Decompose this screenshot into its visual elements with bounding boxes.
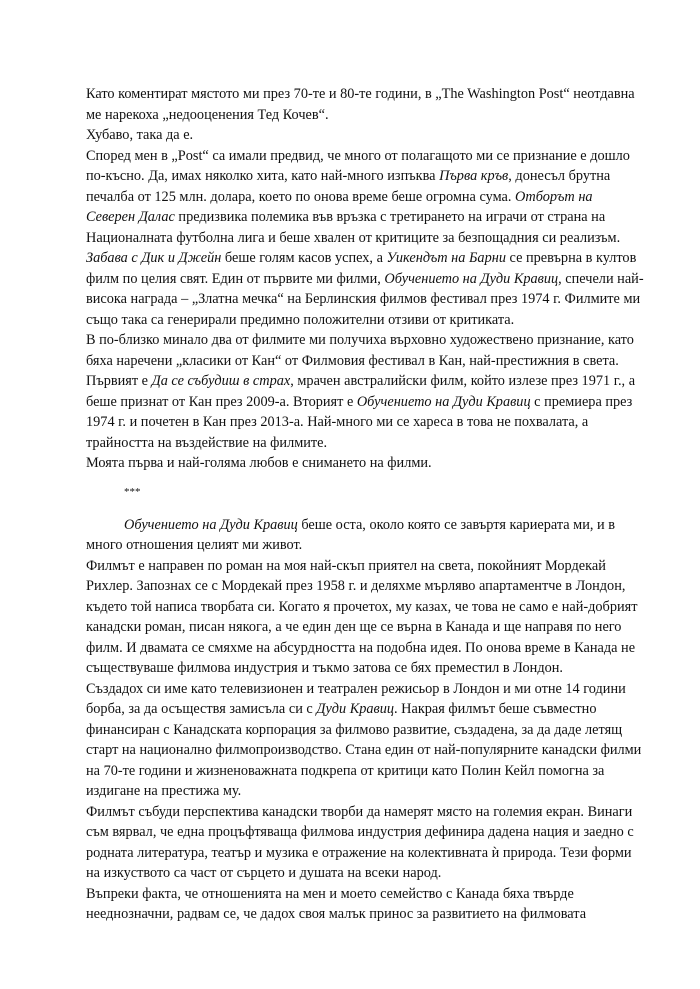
film-title: Обучението на Дуди Кравиц bbox=[356, 393, 531, 410]
text-run: Филмът събуди перспектива канадски творби да намерят място на големия екран. Винаги съм вярвал, че една процъфтяваща филмова индустрия дефинира дадена нация и заедно с родната литература, театър и музика е отражение на колективната ѝ природа. Тези форми на изкуството са част от сърцето и душата на всеки народ. bbox=[86, 803, 634, 881]
text-run: Филмът е направен по роман на моя най-скъп приятел на света, покойният Мордекай Рихлер. Запознах се с Мордекай през 1958 г. и деляхме мърляво апартаментче в Лондон, където той написа творбата си. Когато я прочетох, му казах, че това не само е най-добрият канадски роман, писан някога, а че един ден ще се върна в Канада и ще направя по него филм. И двамата се смяхме на абсурдността на подобна идея. По онова време в Канада не съществуваше филмова индустрия и тъкмо затова се бях преместил в Лондон. bbox=[86, 557, 638, 676]
paragraph bbox=[86, 556, 644, 679]
text-run: Моята първа и най-голяма любов е снимането на филми. bbox=[86, 455, 432, 471]
text-run: предизвика полемика във връзка с третирането на играчи от страна на Националната футболна лига и беше хвален от критиците за безпощадния си реализъм. bbox=[86, 209, 621, 246]
paragraph bbox=[86, 679, 644, 802]
paragraph bbox=[86, 125, 644, 146]
film-title: Забава с Дик и Джейн bbox=[86, 250, 222, 266]
text-run: Като коментират мястото ми през 70-те и 80-те години, в „The Washington Post“ неотдавна ме нарекоха „недооценения Тед Кочев“. bbox=[86, 86, 635, 123]
film-title: Уикендът на Барни bbox=[386, 250, 506, 266]
text-run: , спечели най-висока награда – „Златна мечка“ на Берлинския филмов фестивал през 1974 г. Филмите ми също така са генерирали предимно положителни отзиви от критиката. bbox=[86, 270, 644, 328]
text-run: Хубаво, така да е. bbox=[86, 127, 194, 143]
text-run: беше оста, около която се завъртя кариерата ми, и в много отношения целият ми живот. bbox=[86, 516, 615, 553]
text-run: Създадох си име като телевизионен и театрален режисьор в Лондон и ми отне 14 години борба, за да осъществя замисъла си с bbox=[86, 680, 626, 717]
film-title: Да се събудиш в страх bbox=[151, 373, 291, 389]
film-title: Обучението на Дуди Кравиц bbox=[124, 516, 298, 533]
section-separator: *** bbox=[124, 485, 141, 498]
text-run: , мрачен австралийски филм, който излезе през 1971 г., а беше признат от Кан през 2009-а. Вторият е bbox=[86, 373, 636, 410]
text-run: Въпреки факта, че отношенията на мен и моето семейство с Канада бяха твърде нееднозначни, радвам се, че дадох своя малък принос за развитието на филмовата bbox=[86, 885, 587, 922]
paragraph bbox=[86, 453, 644, 474]
film-title: Обучението на Дуди Кравиц bbox=[384, 270, 559, 287]
text-run: беше голям касов успех, а bbox=[221, 250, 387, 266]
film-title: Първа кръв bbox=[439, 168, 509, 184]
paragraph bbox=[86, 330, 644, 453]
paragraph bbox=[86, 84, 644, 125]
text-run: с премиера през 1974 г. и почетен в Кан през 2013-а. Най-много ми се хареса в това не похвалата, а трайността на въздействие на филмите. bbox=[86, 393, 633, 451]
film-title: Отборът на Северен Далас bbox=[86, 188, 593, 225]
paragraph bbox=[86, 515, 644, 556]
text-run: В по-близко минало два от филмите ми получиха върховно художествено признание, като бяха наречени „класики от Кан“ от Филмовия фестивал в Кан, най-престижния в света. Първият е bbox=[86, 332, 634, 389]
paragraph bbox=[86, 884, 644, 925]
text-section-1 bbox=[86, 84, 644, 474]
text-run: се превърна в култов филм по целия свят. Един от първите ми филми, bbox=[86, 250, 637, 287]
film-title: Дуди Кравиц bbox=[316, 701, 394, 717]
text-run: . Накрая филмът беше съвместно финансиран с Канадската корпорация за филмово развитие, създадена, за да даде летящ старт на национално филмопроизводство. Стана един от най-популярните канадски филми на 70-те години и жизненоважната подкрепа от критици като Полин Кейл помогна за издигане на престижа му. bbox=[86, 701, 642, 799]
text-run: , донесъл брутна печалба от 125 млн. долара, което по онова време беше огромна сума. bbox=[86, 168, 611, 205]
paragraph bbox=[86, 802, 644, 884]
text-run: Според мен в „Post“ са имали предвид, че много от полагащото ми се признание е дошло по-късно. Да, имах няколко хита, като най-много изпъква bbox=[86, 147, 630, 184]
paragraph bbox=[86, 146, 644, 331]
text-section-2 bbox=[86, 515, 644, 925]
